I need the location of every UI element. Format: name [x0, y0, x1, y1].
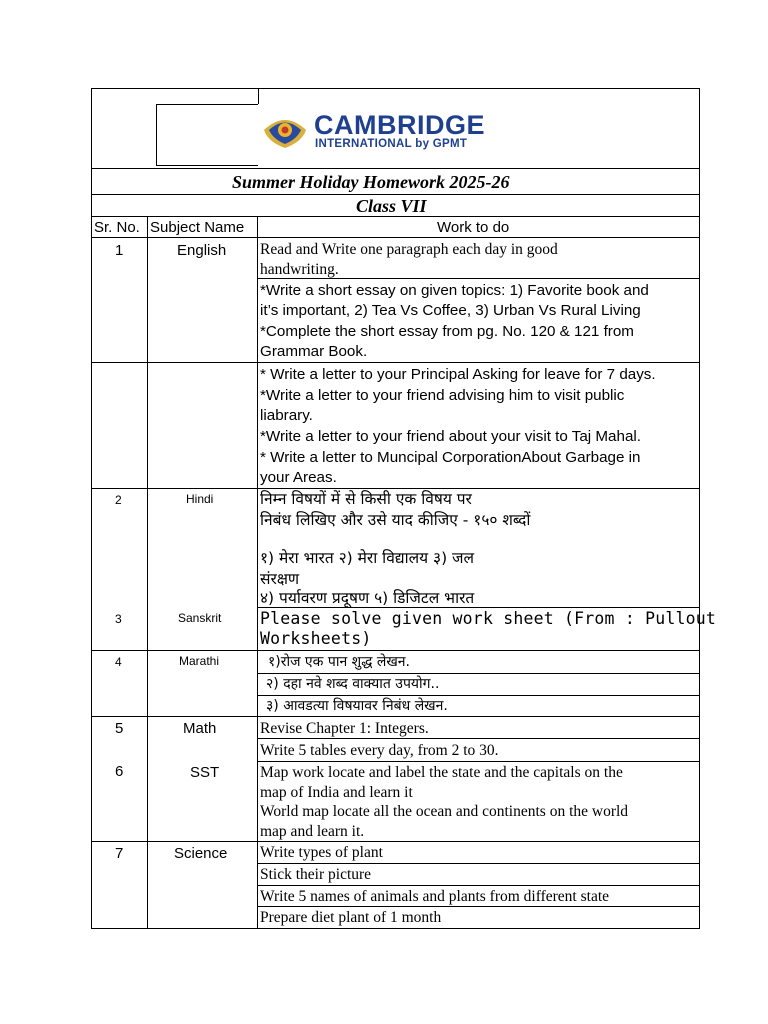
rule-science-top — [91, 841, 700, 842]
sst-work-4: map and learn it. — [260, 823, 365, 840]
logo-subtitle: INTERNATIONAL by GPMT — [315, 138, 468, 150]
marathi-work-3: ३) आवडत्या विषयावर निबंध लेखन. — [266, 698, 448, 714]
english-work-4: it’s important, 2) Tea Vs Coffee, 3) Urban Vs Rural Living — [260, 302, 641, 319]
sanskrit-work-2: Worksheets) — [260, 629, 372, 648]
science-sr: 7 — [115, 845, 124, 862]
logo-name: CAMBRIDGE — [314, 110, 485, 140]
header-sr-no: Sr. No. — [94, 219, 140, 236]
hindi-subject: Hindi — [186, 492, 214, 506]
rule-science-2 — [257, 885, 700, 886]
page-title: Summer Holiday Homework 2025-26 — [232, 172, 510, 192]
col-rule-2 — [257, 216, 258, 929]
sst-work-2: map of India and learn it — [260, 784, 413, 801]
english-work-1: Read and Write one paragraph each day in good — [260, 241, 558, 258]
science-work-2: Stick their picture — [260, 866, 372, 883]
rule-marathi-1 — [257, 673, 700, 674]
math-work-2: Write 5 tables every day, from 2 to 30. — [260, 742, 499, 759]
math-sr: 5 — [115, 720, 124, 737]
rule-header-top — [91, 216, 700, 217]
rule-marathi-2 — [257, 695, 700, 696]
english-work-5: *Complete the short essay from pg. No. 120 & 121 from — [260, 323, 634, 340]
english-work-3: *Write a short essay on given topics: 1) Favorite book and — [260, 282, 649, 299]
rule-sanskrit-top — [257, 607, 700, 608]
header-work: Work to do — [437, 219, 510, 236]
logo-frame — [156, 104, 258, 166]
science-work-4: Prepare diet plant of 1 month — [260, 909, 442, 926]
science-work-3: Write 5 names of animals and plants from different state — [260, 888, 610, 905]
rule-science-1 — [257, 863, 700, 864]
hindi-sr: 2 — [115, 493, 122, 507]
english-work-11: * Write a letter to Muncipal CorporationAbout Garbage in — [260, 449, 641, 466]
rule-header-bottom — [91, 237, 700, 238]
hindi-work-1: निम्न विषयों में से किसी एक विषय पर — [260, 490, 472, 508]
rule-hindi-top — [91, 488, 700, 489]
english-work-12: your Areas. — [260, 469, 337, 486]
hindi-work-3: १) मेरा भारत २) मेरा विद्यालय ३) जल — [260, 549, 475, 567]
marathi-work-2: २) दहा नवे शब्द वाक्यात उपयोग.. — [266, 676, 440, 692]
rule-math-top — [91, 716, 700, 717]
math-work-1: Revise Chapter 1: Integers. — [260, 720, 429, 737]
rule-english-2 — [91, 362, 700, 363]
col-rule-1 — [147, 216, 148, 929]
marathi-sr: 4 — [115, 655, 122, 669]
sst-work-1: Map work locate and label the state and the capitals on the — [260, 764, 623, 781]
english-work-2: handwriting. — [260, 261, 339, 278]
sanskrit-subject: Sanskrit — [178, 611, 222, 625]
english-work-6: Grammar Book. — [260, 343, 368, 360]
crest-icon — [262, 112, 308, 152]
hindi-work-5: ४) पर्यावरण प्रदूषण ५) डिजिटल भारत — [260, 589, 475, 607]
marathi-work-1: १)रोज एक पान शुद्ध लेखन. — [268, 654, 410, 670]
science-work-1: Write types of plant — [260, 844, 383, 861]
english-subject: English — [177, 242, 227, 259]
rule-math-1 — [257, 738, 700, 739]
sst-sr: 6 — [115, 763, 124, 780]
sst-subject: SST — [190, 764, 220, 781]
school-logo — [262, 112, 532, 152]
english-work-7: * Write a letter to your Principal Asking for leave for 7 days. — [260, 366, 656, 383]
rule-science-3 — [257, 906, 700, 907]
sanskrit-sr: 3 — [115, 612, 122, 626]
class-label: Class VII — [356, 196, 427, 216]
hindi-work-4: संरक्षण — [260, 570, 300, 588]
rule-marathi-top — [91, 650, 700, 651]
rule-title-bottom — [91, 194, 700, 195]
english-work-10: *Write a letter to your friend about your visit to Taj Mahal. — [260, 428, 641, 445]
math-subject: Math — [183, 720, 217, 737]
logo-divider — [258, 88, 259, 104]
hindi-work-2: निबंध लिखिए और उसे याद कीजिए - १५० शब्दों — [260, 511, 531, 529]
rule-title-top — [91, 168, 700, 169]
english-work-8: *Write a letter to your friend advising him to visit public — [260, 387, 625, 404]
english-work-9: liabrary. — [260, 407, 313, 424]
sanskrit-work-1: Please solve given work sheet (From : Pullout — [260, 609, 717, 628]
english-sr: 1 — [115, 242, 124, 259]
rule-english-1 — [257, 278, 700, 279]
rule-sst-top — [257, 761, 700, 762]
marathi-subject: Marathi — [179, 654, 220, 668]
header-subject: Subject Name — [150, 219, 245, 236]
sst-work-3: World map locate all the ocean and continents on the world — [260, 803, 629, 820]
science-subject: Science — [174, 845, 228, 862]
